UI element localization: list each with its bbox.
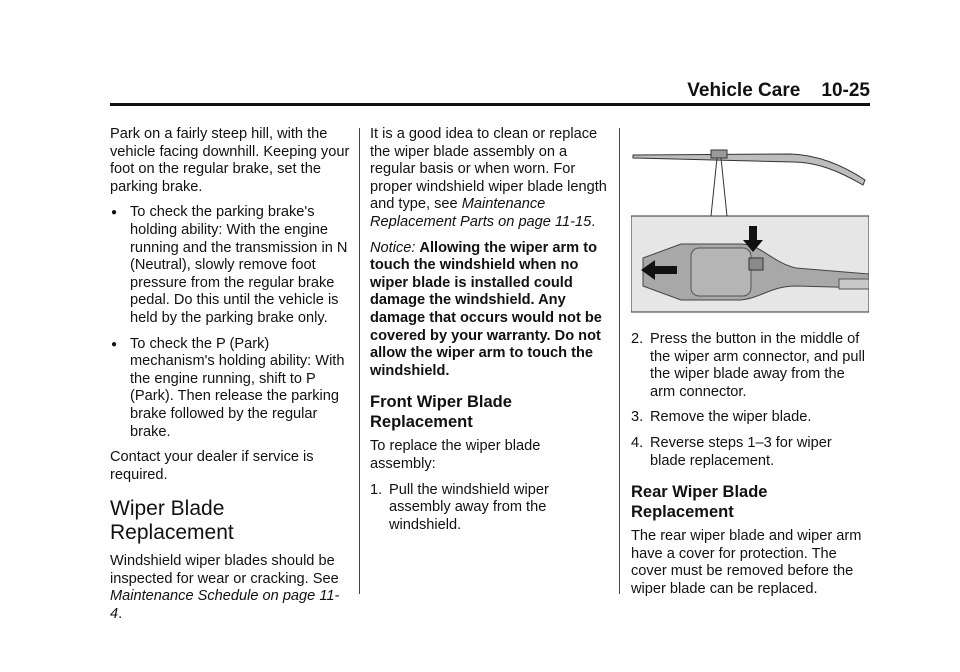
column-2	[370, 126, 610, 542]
step-number: 4.	[631, 434, 644, 451]
section-paragraph	[110, 553, 350, 623]
column-1	[110, 126, 350, 632]
list-item	[110, 204, 350, 327]
replacement-parts-link[interactable]: Maintenance Replacement Parts on page 11-15	[370, 196, 592, 230]
section-end: .	[118, 606, 123, 623]
step-number: 3.	[631, 409, 644, 426]
wiper-diagram	[631, 140, 869, 318]
step-number: 2.	[631, 331, 644, 347]
wiper-paragraph	[370, 126, 610, 232]
step-text: Press the button in the middle of the wiper arm connector, and pull the wiper blade away from the arm connector.	[650, 331, 865, 400]
section-heading: Wiper Blade Replacement	[110, 497, 234, 545]
notice-text: Allowing the wiper arm to touch the windshield when no wiper blade is installed could damage the windshield. Any damage that occurs would not be covered by your warranty. Do not allow the wiper arm to touch the windshield.	[370, 239, 602, 379]
maintenance-schedule-link[interactable]: Maintenance Schedule on page 11-4	[110, 588, 340, 623]
front-wiper-intro: To replace the wiper blade assembly:	[370, 438, 541, 472]
section-text: Windshield wiper blades should be inspected for wear or cracking. See	[110, 553, 339, 587]
step-text: Remove the wiper blade.	[650, 409, 812, 426]
notice-label: Notice:	[370, 239, 416, 256]
column-3	[631, 331, 871, 607]
list-item	[631, 409, 871, 427]
contact-paragraph: Contact your dealer if service is required.	[110, 449, 314, 483]
blade-end	[839, 279, 869, 289]
wiper-blade-shape	[633, 154, 865, 185]
step-number: 1.	[370, 481, 383, 498]
page-title: Vehicle Care 10-25	[687, 80, 870, 101]
list-item	[370, 482, 610, 535]
wiper-text: It is a good idea to clean or replace the wiper blade assembly on a regular basis or when worn. For proper windshield wiper blade length and type, see	[370, 126, 607, 213]
wiper-end: .	[591, 213, 596, 230]
wiper-illustration	[631, 140, 869, 318]
list-item	[631, 435, 871, 470]
list-item	[631, 331, 871, 401]
column-divider	[359, 128, 360, 594]
column-divider	[619, 128, 620, 594]
release-button-icon	[749, 258, 763, 270]
rear-wiper-heading: Rear Wiper Blade Replacement	[631, 483, 768, 522]
bullet-text: To check the parking brake's holding ability: With the engine running and the transmission in N (Neutral), slowly remove foot pressure from the regular brake pedal. Do this until the vehicle is held by the parking brake only.	[130, 204, 348, 326]
arm-connector-shape	[711, 150, 727, 158]
connector-housing	[691, 248, 751, 296]
notice-paragraph	[370, 240, 610, 381]
step-text: Reverse steps 1–3 for wiper blade replacement.	[650, 434, 832, 469]
intro-paragraph: Park on a fairly steep hill, with the vehicle facing downhill. Keeping your foot on the regular brake, set the parking brake.	[110, 126, 350, 195]
rear-wiper-paragraph: The rear wiper blade and wiper arm have a cover for protection. The cover must be removed before the wiper blade can be replaced.	[631, 528, 862, 597]
bullet-text: To check the P (Park) mechanism's holding ability: With the engine running, shift to P (Park). Then release the parking brake followed by the regular brake.	[130, 335, 345, 440]
header-rule	[110, 103, 870, 106]
leader-line	[711, 158, 717, 216]
list-item	[110, 336, 350, 442]
step-text: Pull the windshield wiper assembly away from the windshield.	[389, 481, 549, 533]
bullet-icon: ●	[111, 338, 118, 350]
leader-line	[721, 158, 727, 216]
front-wiper-heading: Front Wiper Blade Replacement	[370, 393, 512, 432]
bullet-icon: ●	[111, 207, 118, 219]
